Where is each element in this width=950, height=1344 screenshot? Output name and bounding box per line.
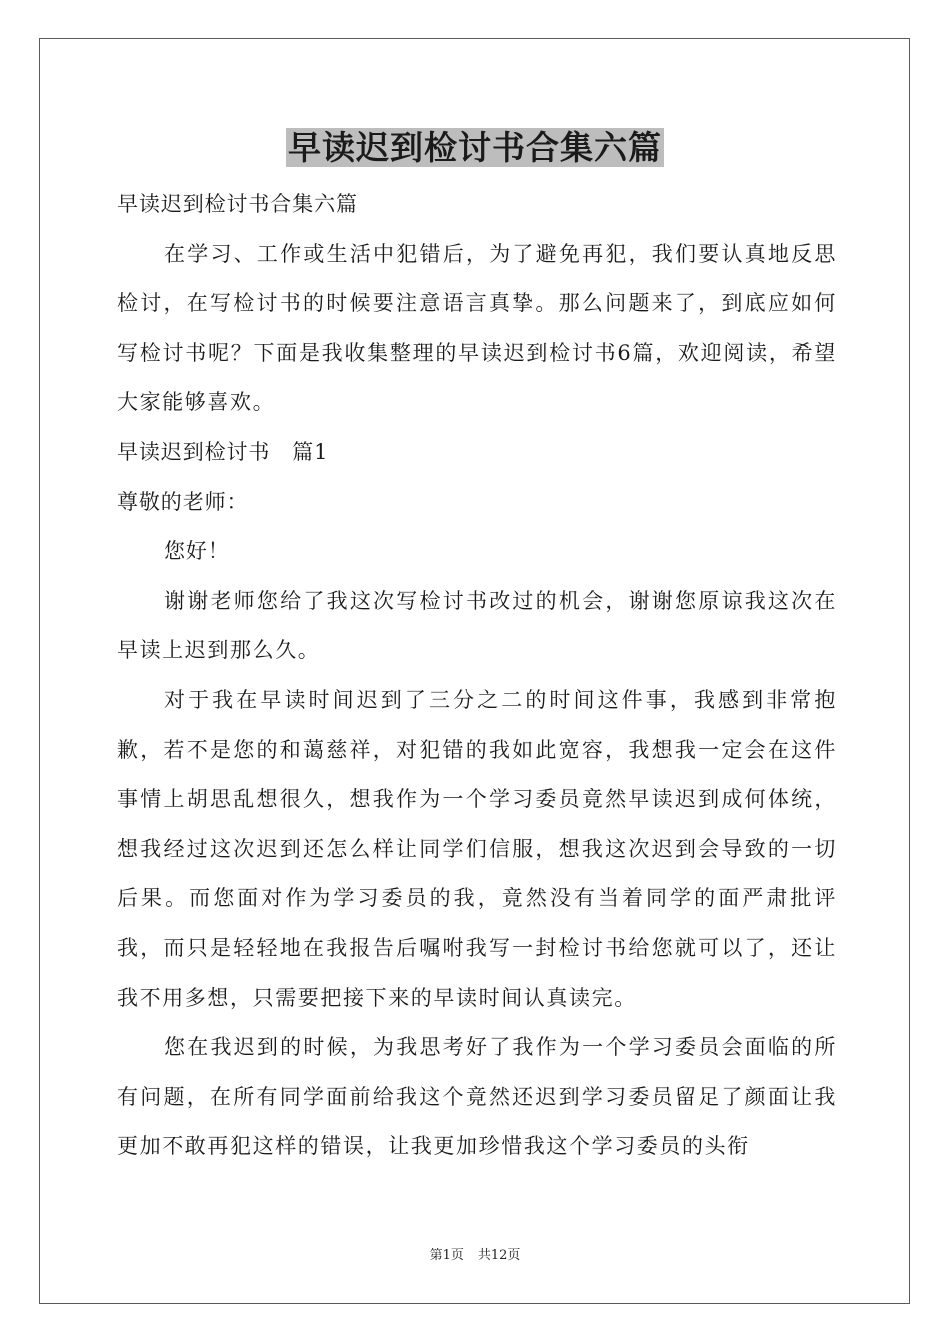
page-number: 第1页	[429, 1248, 464, 1263]
intro-paragraph: 在学习、工作或生活中犯错后，为了避免再犯，我们要认真地反思检讨，在写检讨书的时候要注意语言真挚。那么问题来了，到底应如何写检讨书呢？下面是我收集整理的早读迟到检讨书6篇，欢迎阅读，希望大家能够喜欢。	[117, 241, 837, 415]
document-subtitle: 早读迟到检讨书合集六篇	[117, 192, 358, 216]
section-heading: 早读迟到检讨书 篇1	[117, 439, 329, 464]
document-title-text: 早读迟到检讨书合集六篇	[288, 128, 662, 167]
document-body	[117, 180, 837, 1172]
document-title	[0, 128, 950, 168]
body-paragraph: 谢谢老师您给了我这次写检讨书改过的机会，谢谢您原谅我这次在早读上迟到那么久。	[117, 588, 837, 663]
letter-greeting: 您好！	[164, 539, 230, 564]
body-paragraph: 您在我迟到的时候，为我思考好了我作为一个学习委员会面临的所有问题，在所有同学面前给我这个竟然还迟到学习委员留足了颜面让我更加不敢再犯这样的错误，让我更加珍惜我这个学习委员的头衔	[117, 1035, 837, 1159]
page-total: 共12页	[477, 1248, 521, 1263]
body-paragraph: 对于我在早读时间迟到了三分之二的时间这件事，我感到非常抱歉，若不是您的和蔼慈祥，对犯错的我如此宽容，我想我一定会在这件事情上胡思乱想很久，想我作为一个学习委员竟然早读迟到成何体统，想我经过这次迟到还怎么样让同学们信服，想我这次迟到会导致的一切后果。而您面对作为学习委员的我，竟然没有当着同学的面严肃批评我，而只是轻轻地在我报告后嘱咐我写一封检讨书给您就可以了，还让我不用多想，只需要把接下来的早读时间认真读完。	[117, 687, 837, 1010]
letter-salutation: 尊敬的老师：	[117, 489, 249, 514]
page-footer	[0, 1248, 950, 1264]
